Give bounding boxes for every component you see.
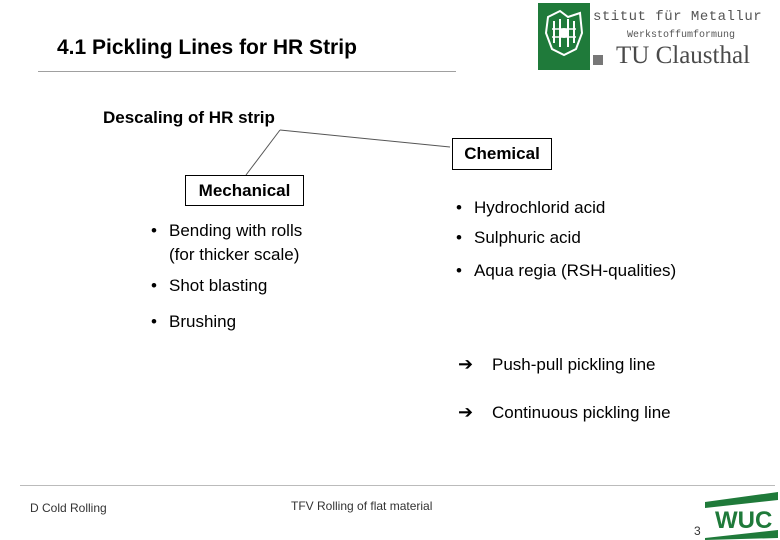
list-item: • Bending with rolls xyxy=(151,221,303,240)
chemical-item-text: Sulphuric acid xyxy=(474,228,581,247)
list-item-continuation xyxy=(169,245,299,265)
chemical-item-text: Hydrochlorid acid xyxy=(474,198,606,217)
mechanical-branch-label: Mechanical xyxy=(198,181,291,200)
chemical-item-text: Aqua regia (RSH-qualities) xyxy=(474,261,677,280)
list-item: • Brushing xyxy=(151,312,237,331)
page-title: 4.1 Pickling Lines for HR Strip xyxy=(57,36,357,59)
mechanical-item-text: (for thicker scale) xyxy=(169,245,300,264)
footer-subject: TFV Rolling of flat material xyxy=(291,499,433,513)
list-item: • Sulphuric acid xyxy=(456,228,581,247)
list-item: • Shot blasting xyxy=(151,276,268,295)
wuc-logo-icon xyxy=(703,492,780,540)
footer-course: D Cold Rolling xyxy=(30,501,107,515)
conclusion-item xyxy=(458,402,671,423)
mechanical-item-text: Brushing xyxy=(169,312,237,331)
connector-root-chemical xyxy=(280,130,450,147)
mechanical-item-text: Shot blasting xyxy=(169,276,268,295)
chemical-branch-box xyxy=(452,138,552,170)
mechanical-item-text: Bending with rolls xyxy=(169,221,303,240)
tree-root-label: Descaling of HR strip xyxy=(103,108,275,127)
right-arrow-icon: ➔ xyxy=(458,402,474,422)
list-item: • Aqua regia (RSH-qualities) xyxy=(456,261,677,280)
right-arrow-icon: ➔ xyxy=(458,354,474,374)
mechanical-branch-box xyxy=(185,175,304,206)
conclusion-text: Push-pull pickling line xyxy=(492,355,656,374)
wuc-logo-text: WUC xyxy=(715,507,773,534)
footer-divider xyxy=(20,485,775,486)
list-item: • Hydrochlorid acid xyxy=(456,198,606,217)
chemical-branch-label: Chemical xyxy=(464,144,540,163)
connector-root-mechanical xyxy=(246,130,280,175)
institute-name-line1: stitut für Metallur xyxy=(593,9,763,25)
conclusion-text: Continuous pickling line xyxy=(492,403,671,422)
university-name: TU Clausthal xyxy=(616,42,751,69)
conclusion-item xyxy=(458,354,655,375)
page-number: 3 xyxy=(694,524,701,538)
institute-name-line2: Werkstoffumformung xyxy=(627,30,736,41)
